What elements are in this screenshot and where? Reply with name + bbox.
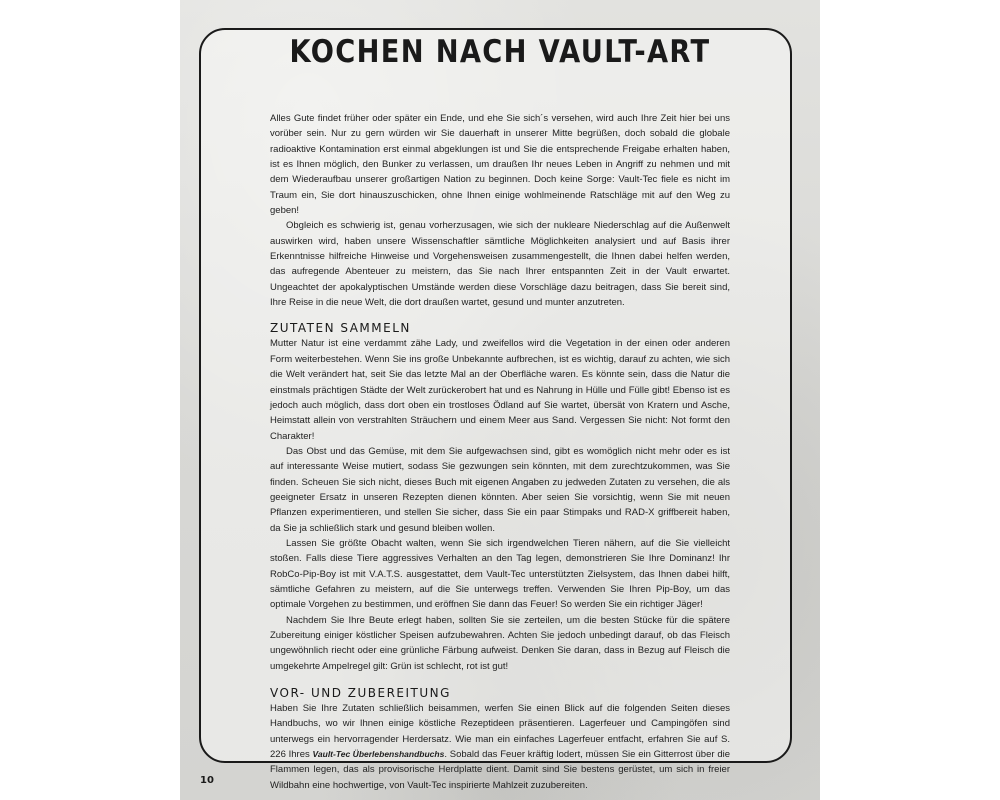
- book-title-reference: Vault-Tec Überlebenshandbuchs: [312, 749, 445, 760]
- zubereitung-text-part-1: Haben Sie Ihre Zutaten schließlich beisammen, werfen Sie einen Blick auf die folgenden Seiten dieses Handbuchs, wo wir Ihnen einige köstliche Rezeptideen präsentieren. Lagerfeuer und Campingöfen sind unterwegs ein hervorragender Herdersatz. Wie man ein einfaches Lagerfeuer entfacht, erfahren Sie auf S. 226 Ihres: [270, 703, 730, 761]
- intro-paragraph-1: Alles Gute findet früher oder später ein Ende, und ehe Sie sich´s versehen, wird auch Ihre Zeit hier bei uns vorüber sein. Nur zu gern würden wir Sie dauerhaft in unserer Mitte begrüßen, doch sobald die globale radioaktive Kontamination erst einmal abgeklungen ist und Sie die entsprechende Freigabe erhalten haben, ist es Ihnen möglich, den Bunker zu verlassen, um draußen Ihr neues Leben in Angriff zu nehmen und mit dem Wiederaufbau unserer großartigen Nation zu beginnen. Doch keine Sorge: Vault-Tec fiele es nicht im Traum ein, Sie dort hinauszuschicken, ohne Ihnen einige wohlmeinende Ratschläge mit auf den Weg zu geben!: [270, 113, 730, 217]
- intro-paragraph-2: Obgleich es schwierig ist, genau vorherzusagen, wie sich der nukleare Niederschlag auf die Außenwelt auswirken wird, haben unsere Wissenschaftler sämtliche Möglichkeiten analysiert und auf Basis ihrer Erkenntnisse hilfreiche Hinweise und Vorgehensweisen zusammengestellt, die Ihnen dabei helfen werden, das aufregende Abenteuer zu meistern, das Sie nach Ihrer entspannten Zeit in der Vault erwartet. Ungeachtet der apokalyptischen Umstände werden diese Vorschläge dazu beitragen, dass Sie bereit sind, Ihre Reise in die neue Welt, die dort draußen wartet, gesund und munter anzutreten.: [270, 220, 730, 309]
- zutaten-paragraph-1: Mutter Natur ist eine verdammt zähe Lady, und zweifellos wird die Vegetation in der einen oder anderen Form weiterbestehen. Wenn Sie ins große Unbekannte aufbrechen, ist es wichtig, darauf zu achten, wie sich die Welt verändert hat, seit Sie das letzte Mal an der Oberfläche waren. Es könnte sein, dass die Natur die einstmals prächtigen Städte der Welt zurückerobert hat und es Nahrung in Hülle und Fülle gibt! Ebenso ist es jedoch auch möglich, dass dort oben ein trostloses Ödland auf Sie wartet, übersät von Kratern und Asche, Heimstatt allein von verstrahlten Sträuchern und einem Meer aus Sand. Vergessen Sie nicht: Not formt den Charakter!: [270, 338, 730, 442]
- zubereitung-text-part-2: . Sobald das Feuer kräftig lodert, müssen Sie ein Gitterrost über die Flammen legen, das als provisorische Herdplatte dient. Damit sind Sie bestens gerüstet, um sich in freier Wildbahn eine hochwertige, von Vault-Tec inspirierte Mahlzeit zuzubereiten.: [270, 749, 730, 791]
- section-heading-zutaten: ZUTATEN SAMMELN: [270, 321, 411, 336]
- page-number: 10: [200, 775, 214, 786]
- zubereitung-paragraph: [270, 701, 730, 793]
- zutaten-paragraph-3: Lassen Sie größte Obacht walten, wenn Sie sich irgendwelchen Tieren nähern, auf die Sie vielleicht stoßen. Falls diese Tiere aggressives Verhalten an den Tag legen, demonstrieren Sie Ihre Dominanz! Ihr RobCo-Pip-Boy ist mit V.A.T.S. ausgestattet, dem Vault-Tec unterstützten Zielsystem, das Ihnen dabei hilft, sämtliche Gefahren zu meistern, auf die Sie unterwegs treffen. Verwenden Sie Ihren Pip-Boy, um das optimale Vorgehen zu bestimmen, und eröffnen Sie dann das Feuer! So werden Sie ein richtiger Jäger!: [270, 537, 730, 611]
- page-title: KOCHEN NACH VAULT-ART: [289, 34, 711, 70]
- zutaten-paragraph-2: Das Obst und das Gemüse, mit dem Sie aufgewachsen sind, gibt es womöglich nicht mehr oder es ist auf interessante Weise mutiert, sodass Sie gezwungen sein könnten, mit dem zurechtzukommen, was Sie finden. Scheuen Sie sich nicht, dieses Buch mit eigenen Angaben zu jedweden Zutaten zu versehen, die als geeigneter Ersatz in unseren Rezepten dienen könnten. Aber seien Sie vorsichtig, wenn Sie mit neuen Pflanzen experimentieren, und stellen Sie sicher, dass Sie ein paar Stimpaks und RAD-X griffbereit haben, da Sie ja schließlich stark und gesund bleiben wollen.: [270, 445, 730, 534]
- body-text: [270, 111, 730, 793]
- zutaten-paragraph-4: Nachdem Sie Ihre Beute erlegt haben, sollten Sie sie zerteilen, um die besten Stücke für die spätere Zubereitung einiger köstlicher Speisen aufzubewahren. Achten Sie jedoch unbedingt darauf, ob das Fleisch ungewöhnlich riecht oder eine grünliche Färbung aufweist. Denken Sie daran, dass in Bezug auf Fleisch die umgekehrte Ampelregel gilt: Grün ist schlecht, rot ist gut!: [270, 614, 730, 672]
- section-heading-zubereitung: VOR- UND ZUBEREITUNG: [270, 686, 451, 701]
- book-page: [180, 0, 820, 800]
